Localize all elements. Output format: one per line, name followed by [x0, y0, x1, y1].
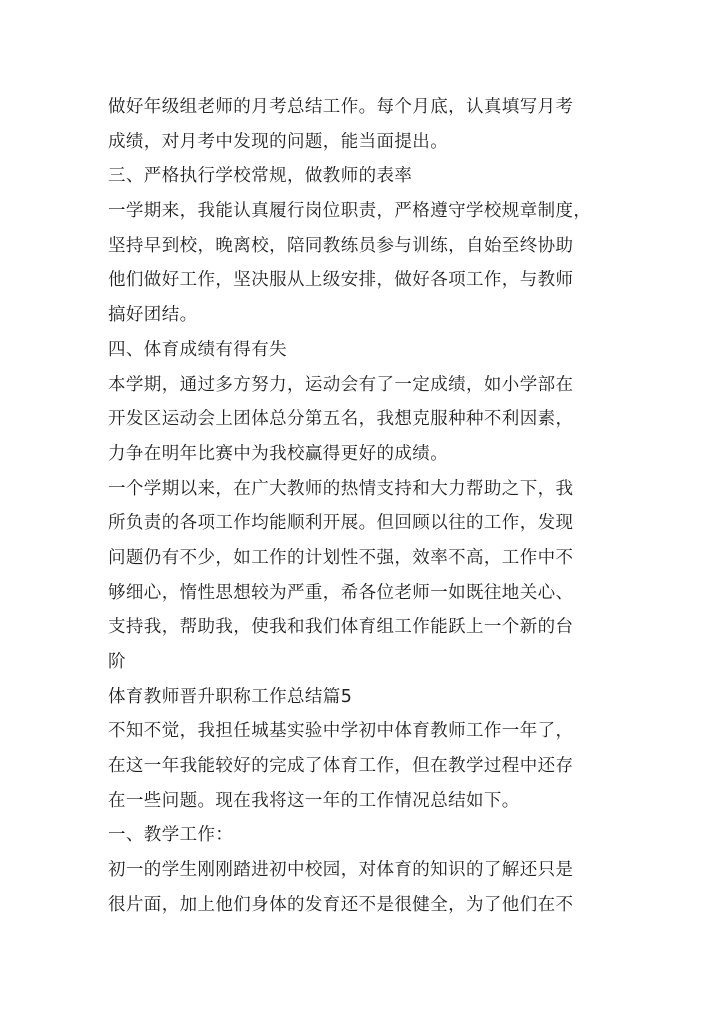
paragraph-line: 够细心，惰性思想较为严重，希各位老师一如既往地关心、 [108, 582, 574, 603]
paragraph-line: 搞好团结。 [108, 305, 198, 326]
paragraph-line: 一学期来，我能认真履行岗位职责，严格遵守学校规章制度， [108, 201, 592, 222]
paragraph-line: 坚持早到校，晚离校，陪同教练员参与训练，自始至终协助 [108, 235, 574, 256]
paragraph-line: 在这一年我能较好的完成了体育工作，但在教学过程中还存 [108, 756, 574, 777]
paragraph-line: 成绩，对月考中发现的问题，能当面提出。 [108, 131, 449, 152]
document-body [108, 90, 628, 923]
paragraph-line: 做好年级组老师的月考总结工作。每个月底，认真填写月考 [108, 97, 574, 117]
article-title: 体育教师晋升职称工作总结篇5 [108, 686, 353, 707]
paragraph-line: 不知不觉，我担任城基实验中学初中体育教师工作一年了， [108, 721, 574, 742]
paragraph-line: 开发区运动会上团体总分第五名，我想克服种种不利因素， [108, 409, 574, 430]
paragraph-line: 所负责的各项工作均能顺利开展。但回顾以往的工作，发现 [108, 513, 574, 534]
paragraph-line: 力争在明年比赛中为我校赢得更好的成绩。 [108, 443, 449, 464]
section-heading: 三、严格执行学校常规，做教师的表率 [108, 166, 413, 187]
paragraph-line: 支持我，帮助我，使我和我们体育组工作能跃上一个新的台 [108, 617, 574, 638]
paragraph-line: 很片面，加上他们身体的发育还不是很健全，为了他们在不 [108, 894, 574, 915]
section-heading: 四、体育成绩有得有失 [108, 339, 287, 360]
paragraph-line: 在一些问题。现在我将这一年的工作情况总结如下。 [108, 790, 520, 811]
section-heading: 一、教学工作： [108, 825, 234, 846]
paragraph-line: 问题仍有不少，如工作的计划性不强，效率不高，工作中不 [108, 547, 574, 568]
paragraph-line: 初一的学生刚刚踏进初中校园，对体育的知识的了解还只是 [108, 860, 574, 881]
paragraph-line: 他们做好工作，坚决服从上级安排，做好各项工作，与教师 [108, 270, 574, 291]
paragraph-line: 一个学期以来，在广大教师的热情支持和大力帮助之下，我 [108, 478, 574, 499]
paragraph-line: 阶 [108, 652, 126, 672]
paragraph-line: 本学期，通过多方努力，运动会有了一定成绩，如小学部在 [108, 374, 574, 395]
